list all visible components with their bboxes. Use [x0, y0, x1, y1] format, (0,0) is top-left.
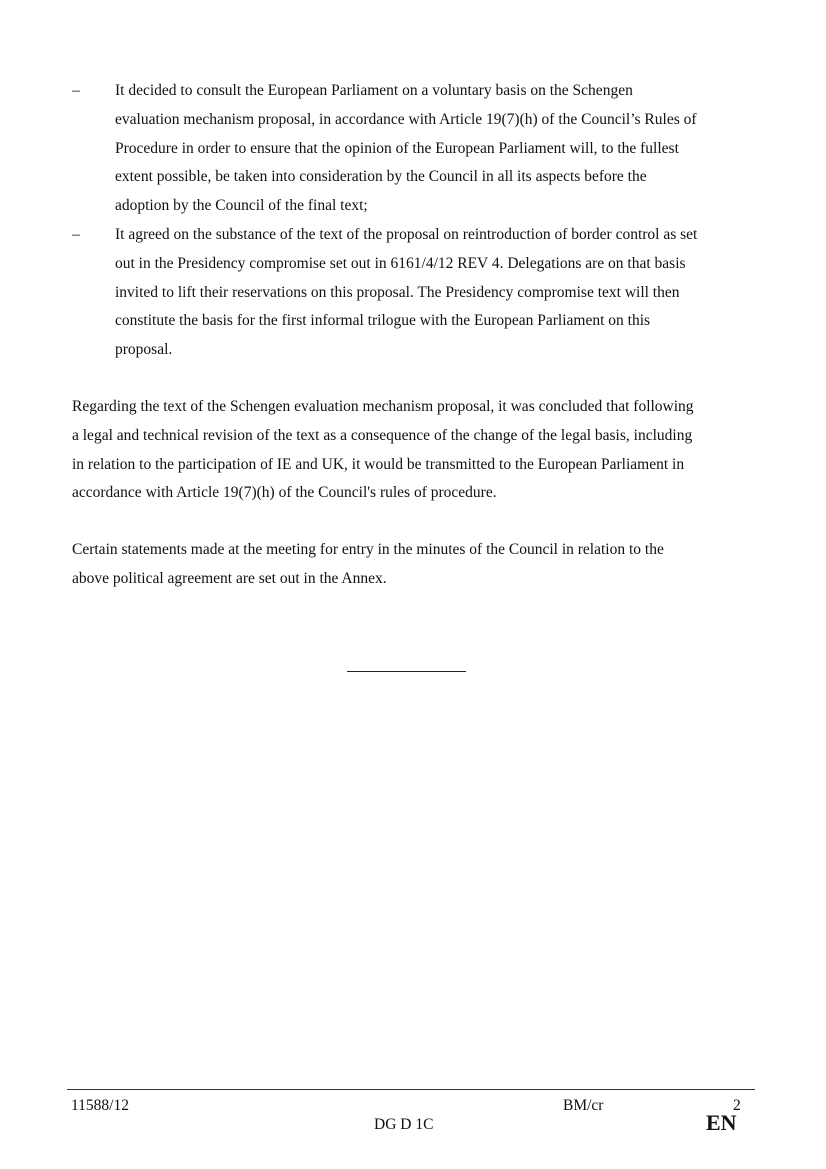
- text-line: Procedure in order to ensure that the opinion of the European Parliament will, to the fullest: [115, 139, 679, 157]
- text-line: proposal.: [115, 341, 173, 359]
- text-line: evaluation mechanism proposal, in accordance with Article 19(7)(h) of the Council’s Rules of: [115, 110, 697, 128]
- paragraph-evaluation-mechanism: [72, 393, 752, 508]
- bullet-text: [115, 77, 752, 221]
- footer-rule: [67, 1089, 755, 1090]
- text-line: Certain statements made at the meeting for entry in the minutes of the Council in relation to the: [72, 541, 664, 558]
- end-of-text-separator: [347, 671, 466, 672]
- paragraph-statements-annex: [72, 536, 752, 594]
- text-line: invited to lift their reservations on this proposal. The Presidency compromise text will then: [115, 283, 680, 301]
- bullet-item-border-control: [72, 221, 752, 365]
- bullet-text: [115, 221, 752, 365]
- text-line: It agreed on the substance of the text of the proposal on reintroduction of border control as set: [115, 225, 698, 243]
- bullet-list: [72, 77, 752, 365]
- bullet-dash: –: [72, 225, 80, 243]
- footer-page-number: 2: [733, 1097, 741, 1114]
- footer-initials: BM/cr: [563, 1097, 604, 1114]
- footer-language-code: EN: [706, 1110, 737, 1135]
- text-line: Regarding the text of the Schengen evaluation mechanism proposal, it was concluded that following: [72, 398, 694, 415]
- text-line: accordance with Article 19(7)(h) of the Council's rules of procedure.: [72, 484, 497, 502]
- text-line: extent possible, be taken into consideration by the Council in all its aspects before the: [115, 168, 647, 186]
- text-line: out in the Presidency compromise set out in 6161/4/12 REV 4. Delegations are on that basis: [115, 254, 686, 272]
- footer-department: DG D 1C: [374, 1116, 434, 1133]
- footer-document-reference: 11588/12: [71, 1097, 129, 1114]
- text-line: a legal and technical revision of the text as a consequence of the change of the legal basis, including: [72, 426, 693, 444]
- bullet-dash: –: [72, 82, 80, 99]
- text-line: adoption by the Council of the final text;: [115, 197, 368, 215]
- text-line: constitute the basis for the first informal trilogue with the European Parliament on this: [115, 312, 651, 330]
- text-line: in relation to the participation of IE and UK, it would be transmitted to the European Parliament in: [72, 455, 685, 473]
- text-line: above political agreement are set out in the Annex.: [72, 569, 387, 587]
- text-line: It decided to consult the European Parliament on a voluntary basis on the Schengen: [115, 82, 633, 99]
- bullet-item-consult-parliament: [72, 77, 752, 221]
